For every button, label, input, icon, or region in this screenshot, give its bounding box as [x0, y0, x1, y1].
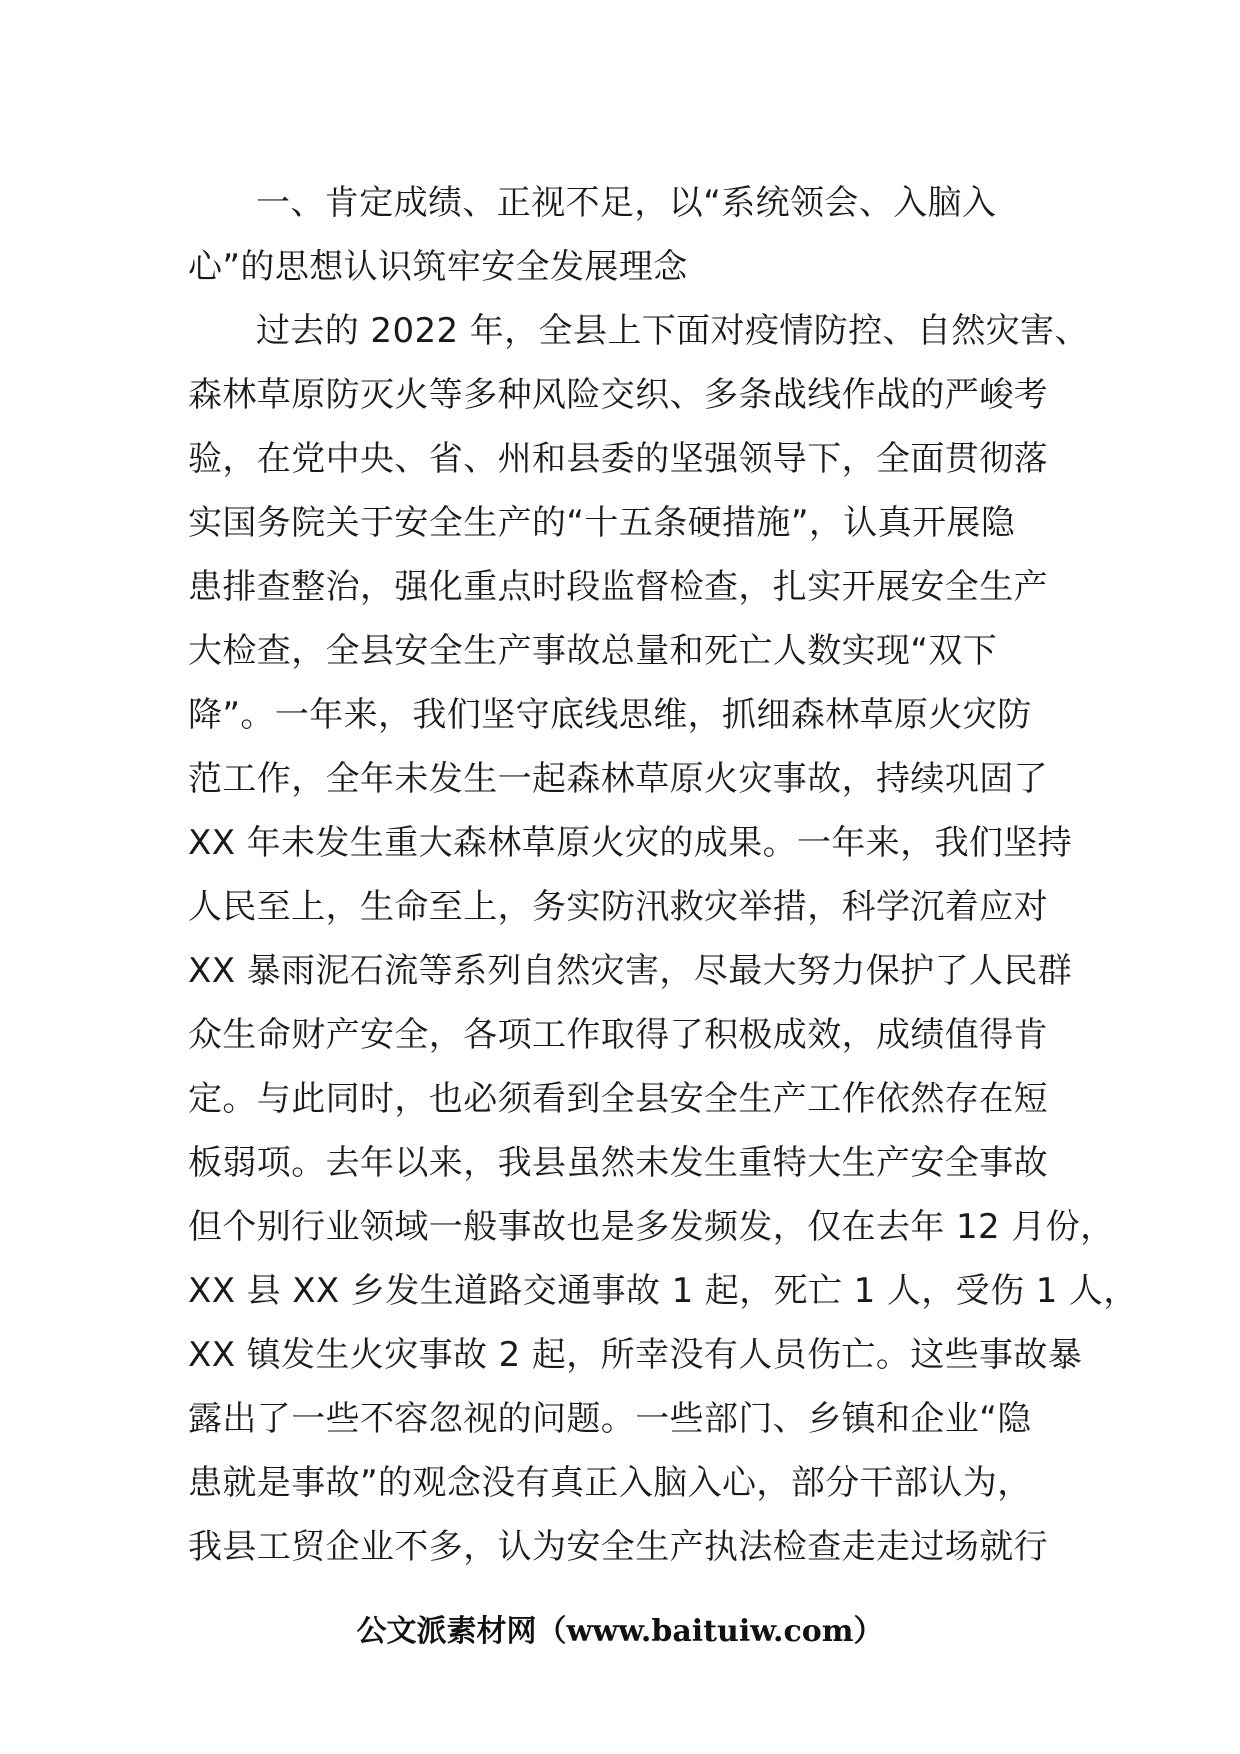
paragraph-line: 人民至上，生命至上，务实防汛救灾举措，科学沉着应对 — [188, 887, 1048, 927]
paragraph-line: 过去的 2022 年，全县上下面对疫情防控、自然灾害、 — [256, 311, 1089, 351]
paragraph-line: 范工作，全年未发生一起森林草原火灾事故，持续巩固了 — [188, 759, 1048, 799]
section-heading-line-1: 一、肯定成绩、正视不足，以“系统领会、入脑入 — [256, 183, 997, 223]
paragraph-line: 但个别行业领域一般事故也是多发频发，仅在去年 12 月份， — [188, 1207, 1115, 1247]
paragraph-line: 我县工贸企业不多，认为安全生产执法检查走走过场就行 — [188, 1527, 1048, 1567]
paragraph-line: 众生命财产安全，各项工作取得了积极成效，成绩值得肯 — [188, 1015, 1048, 1055]
paragraph-line: 森林草原防灭火等多种风险交织、多条战线作战的严峻考 — [188, 375, 1048, 415]
paragraph-line: XX 镇发生火灾事故 2 起，所幸没有人员伤亡。这些事故暴 — [188, 1335, 1083, 1375]
paragraph-line: 板弱项。去年以来，我县虽然未发生重特大生产安全事故 — [188, 1143, 1048, 1183]
paragraph-line: XX 年未发生重大森林草原火灾的成果。一年来，我们坚持 — [188, 823, 1073, 863]
paragraph-line: 大检查，全县安全生产事故总量和死亡人数实现“双下 — [188, 631, 998, 671]
section-heading-line-2: 心”的思想认识筑牢安全发展理念 — [188, 247, 688, 287]
paragraph-line: 降”。一年来，我们坚守底线思维，抓细森林草原火灾防 — [188, 695, 1032, 735]
paragraph-line: 患就是事故”的观念没有真正入脑入心，部分干部认为， — [188, 1463, 1032, 1503]
footer-watermark: 公文派素材网（www.baituiw.com） — [356, 1614, 884, 1649]
document-body — [188, 171, 1138, 1579]
paragraph-line: XX 县 XX 乡发生道路交通事故 1 起，死亡 1 人，受伤 1 人， — [188, 1271, 1138, 1311]
paragraph-line: 验，在党中央、省、州和县委的坚强领导下，全面贯彻落 — [188, 439, 1048, 479]
paragraph-line: 露出了一些不容忽视的问题。一些部门、乡镇和企业“隐 — [188, 1399, 1032, 1439]
paragraph-line: 实国务院关于安全生产的“十五条硬措施”，认真开展隐 — [188, 503, 1016, 543]
paragraph-line: XX 暴雨泥石流等系列自然灾害，尽最大努力保护了人民群 — [188, 951, 1073, 991]
paragraph-line: 患排查整治，强化重点时段监督检查，扎实开展安全生产 — [188, 567, 1048, 607]
paragraph-line: 定。与此同时，也必须看到全县安全生产工作依然存在短 — [188, 1079, 1048, 1119]
